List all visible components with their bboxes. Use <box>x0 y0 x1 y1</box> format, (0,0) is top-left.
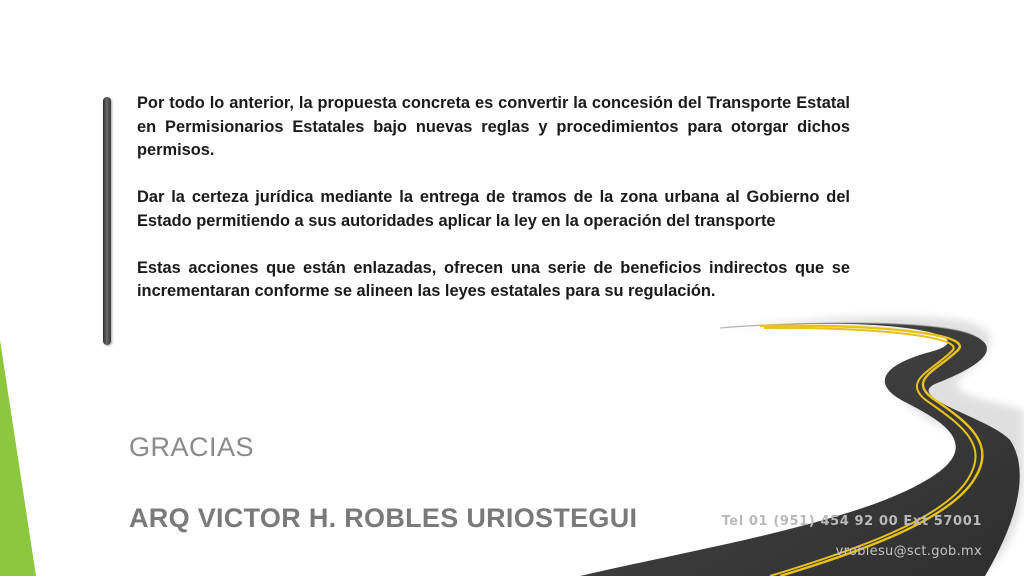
contact-phone: Tel 01 (951) 454 92 00 Ext 57001 <box>721 514 982 529</box>
body-text <box>137 92 850 304</box>
vertical-bar-accent <box>103 97 111 345</box>
paragraph-3: Estas acciones que están enlazadas, ofrecen una serie de beneficios indirectos que se incrementaran conforme se alineen las leyes estatales para su regulación. <box>137 258 850 300</box>
author-name: ARQ VICTOR H. ROBLES URIOSTEGUI <box>129 503 638 533</box>
thanks-heading: GRACIAS <box>129 432 255 462</box>
contact-email: vroblesu@sct.gob.mx <box>835 544 982 559</box>
paragraph-2: Dar la certeza jurídica mediante la entrega de tramos de la zona urbana al Gobierno del Estado permitiendo a sus autoridades aplicar la ley en la operación del transporte <box>137 188 850 230</box>
paragraph-1: Por todo lo anterior, la propuesta concreta es convertir la concesión del Transporte Estatal en Permisionarios Estatales bajo nuevas reglas y procedimientos para otorgar dichos permisos. <box>137 94 850 159</box>
